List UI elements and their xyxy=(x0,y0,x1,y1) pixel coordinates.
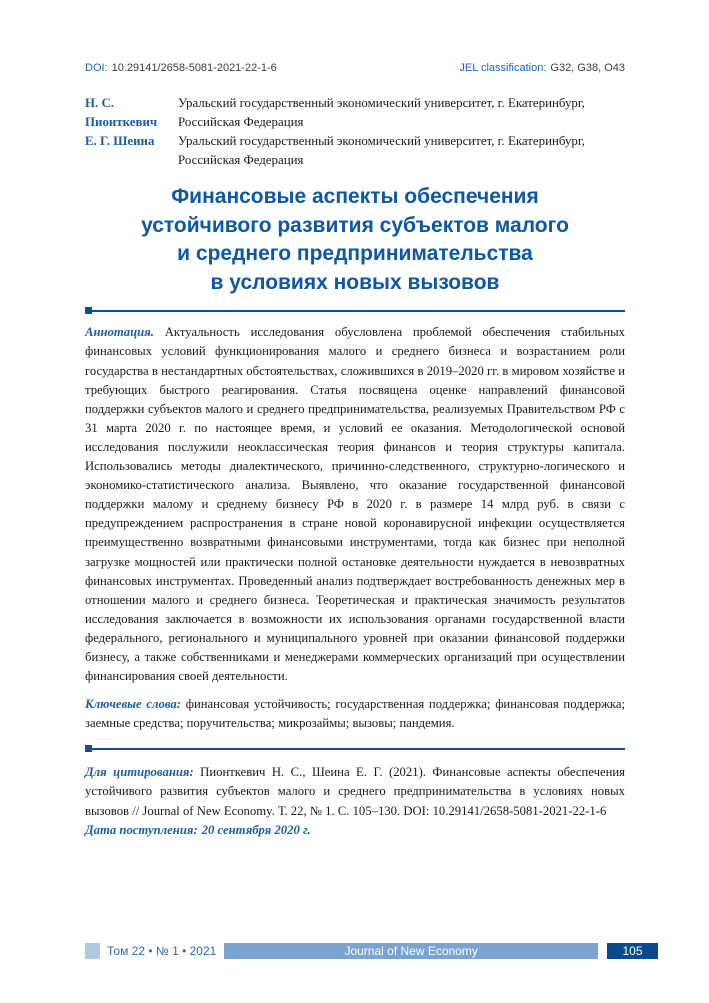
doi-value: 10.29141/2658-5081-2021-22-1-6 xyxy=(111,62,277,74)
article-title xyxy=(85,183,625,297)
received-date-line xyxy=(85,821,625,840)
authors-block xyxy=(85,94,625,170)
divider-line xyxy=(92,748,625,750)
footer-accent-square xyxy=(85,943,100,959)
author-row xyxy=(85,132,625,170)
received-date-value: 20 сентября 2020 г. xyxy=(201,822,311,837)
author-row xyxy=(85,94,625,132)
citation-label: Для цитирования: xyxy=(85,765,194,780)
footer-volume-issue: Том 22 • № 1 • 2021 xyxy=(107,944,217,958)
doi-label: DOI: xyxy=(85,62,108,74)
divider-line xyxy=(92,310,625,312)
article-title-line: устойчивого развития субъектов малого xyxy=(141,213,569,237)
received-date-label: Дата поступления: xyxy=(85,822,198,837)
abstract-label: Аннотация. xyxy=(85,325,154,340)
author-name: Е. Г. Шеина xyxy=(85,134,155,149)
jel-label: JEL classification: xyxy=(459,62,547,74)
citation-text: Пионткевич Н. С., Шеина Е. Г. (2021). Финансовые аспекты обеспечения устойчивого развития субъектов малого и среднего предпринимательства в условиях новых вызовов // Journal of New Economy. Т. 22, № 1. С. 105–130. DOI: 10.29141/2658-5081-2021-22-1-6 xyxy=(85,765,625,818)
article-title-line: Финансовые аспекты обеспечения xyxy=(171,185,539,209)
article-title-line: в условиях новых вызовов xyxy=(210,270,500,294)
author-name: Н. С. Пионткевич xyxy=(85,96,158,130)
jel-line xyxy=(459,61,625,75)
keywords-text: финансовая устойчивость; государственная поддержка; финансовая поддержка; заемные средства; поручительства; микрозаймы; вызовы; пандемия. xyxy=(85,697,625,731)
abstract-paragraph xyxy=(85,323,625,686)
divider-square xyxy=(85,745,92,752)
footer-page-number: 105 xyxy=(607,943,658,959)
footer-journal-name: Journal of New Economy xyxy=(224,943,598,959)
divider-square xyxy=(85,307,92,314)
section-divider xyxy=(85,307,625,314)
jel-value: G32, G38, O43 xyxy=(550,62,625,74)
doi-line xyxy=(85,61,277,75)
section-divider xyxy=(85,745,625,752)
keywords-label: Ключевые слова: xyxy=(85,697,181,712)
page-content xyxy=(85,61,625,840)
article-title-line: и среднего предпринимательства xyxy=(177,242,533,266)
meta-row xyxy=(85,61,625,75)
author-affiliation: Уральский государственный экономический университет, г. Екатеринбург, Российская Федерация xyxy=(178,96,585,130)
abstract-text: Актуальность исследования обусловлена проблемой обеспечения стабильных финансовых условий функционирования малого и среднего бизнеса и возрастанием роли государства в нестандартных обстоятельствах, сложившихся в 2019–2020 гг. в мировом хозяйстве и требующих быстрого реагирования. Статья посвящена оценке направлений финансовой поддержки субъектов малого и среднего предпринимательства, реализуемых Правительством РФ с 31 марта 2020 г. по настоящее время, и условий ее оказания. Методологической основой исследования послужили неоклассическая теория финансов и теория структуры капитала. Использовались методы диалектического, причинно-следственного, структурно-логического и экономико-статистического анализа. Выявлено, что оказание государственной финансовой поддержки малому и среднему бизнесу РФ в 2020 г. в размере 14 млрд руб. в связи с предупреждением распространения в стране новой коронавирусной инфекции осуществляется преимущественно возвратными финансовыми инструментами, тогда как бизнес при неполной загрузке мощностей или практически полной остановке деятельности нуждается в невозвратных финансовых инструментах. Проведенный анализ подтверждает востребованность денежных мер в отношении малого и среднего бизнеса. Теоретическая и практическая значимость результатов исследования заключается в возможности их использования органами государственной власти федерального, регионального и муниципального уровней при оказании финансовой поддержки бизнесу, а также собственниками и менеджерами коммерческих организаций при осуществлении финансирования своей деятельности. xyxy=(85,325,625,684)
citation-paragraph xyxy=(85,763,625,820)
author-affiliation: Уральский государственный экономический университет, г. Екатеринбург, Российская Федерация xyxy=(178,134,585,168)
keywords-paragraph xyxy=(85,695,625,733)
page-footer xyxy=(85,943,658,959)
